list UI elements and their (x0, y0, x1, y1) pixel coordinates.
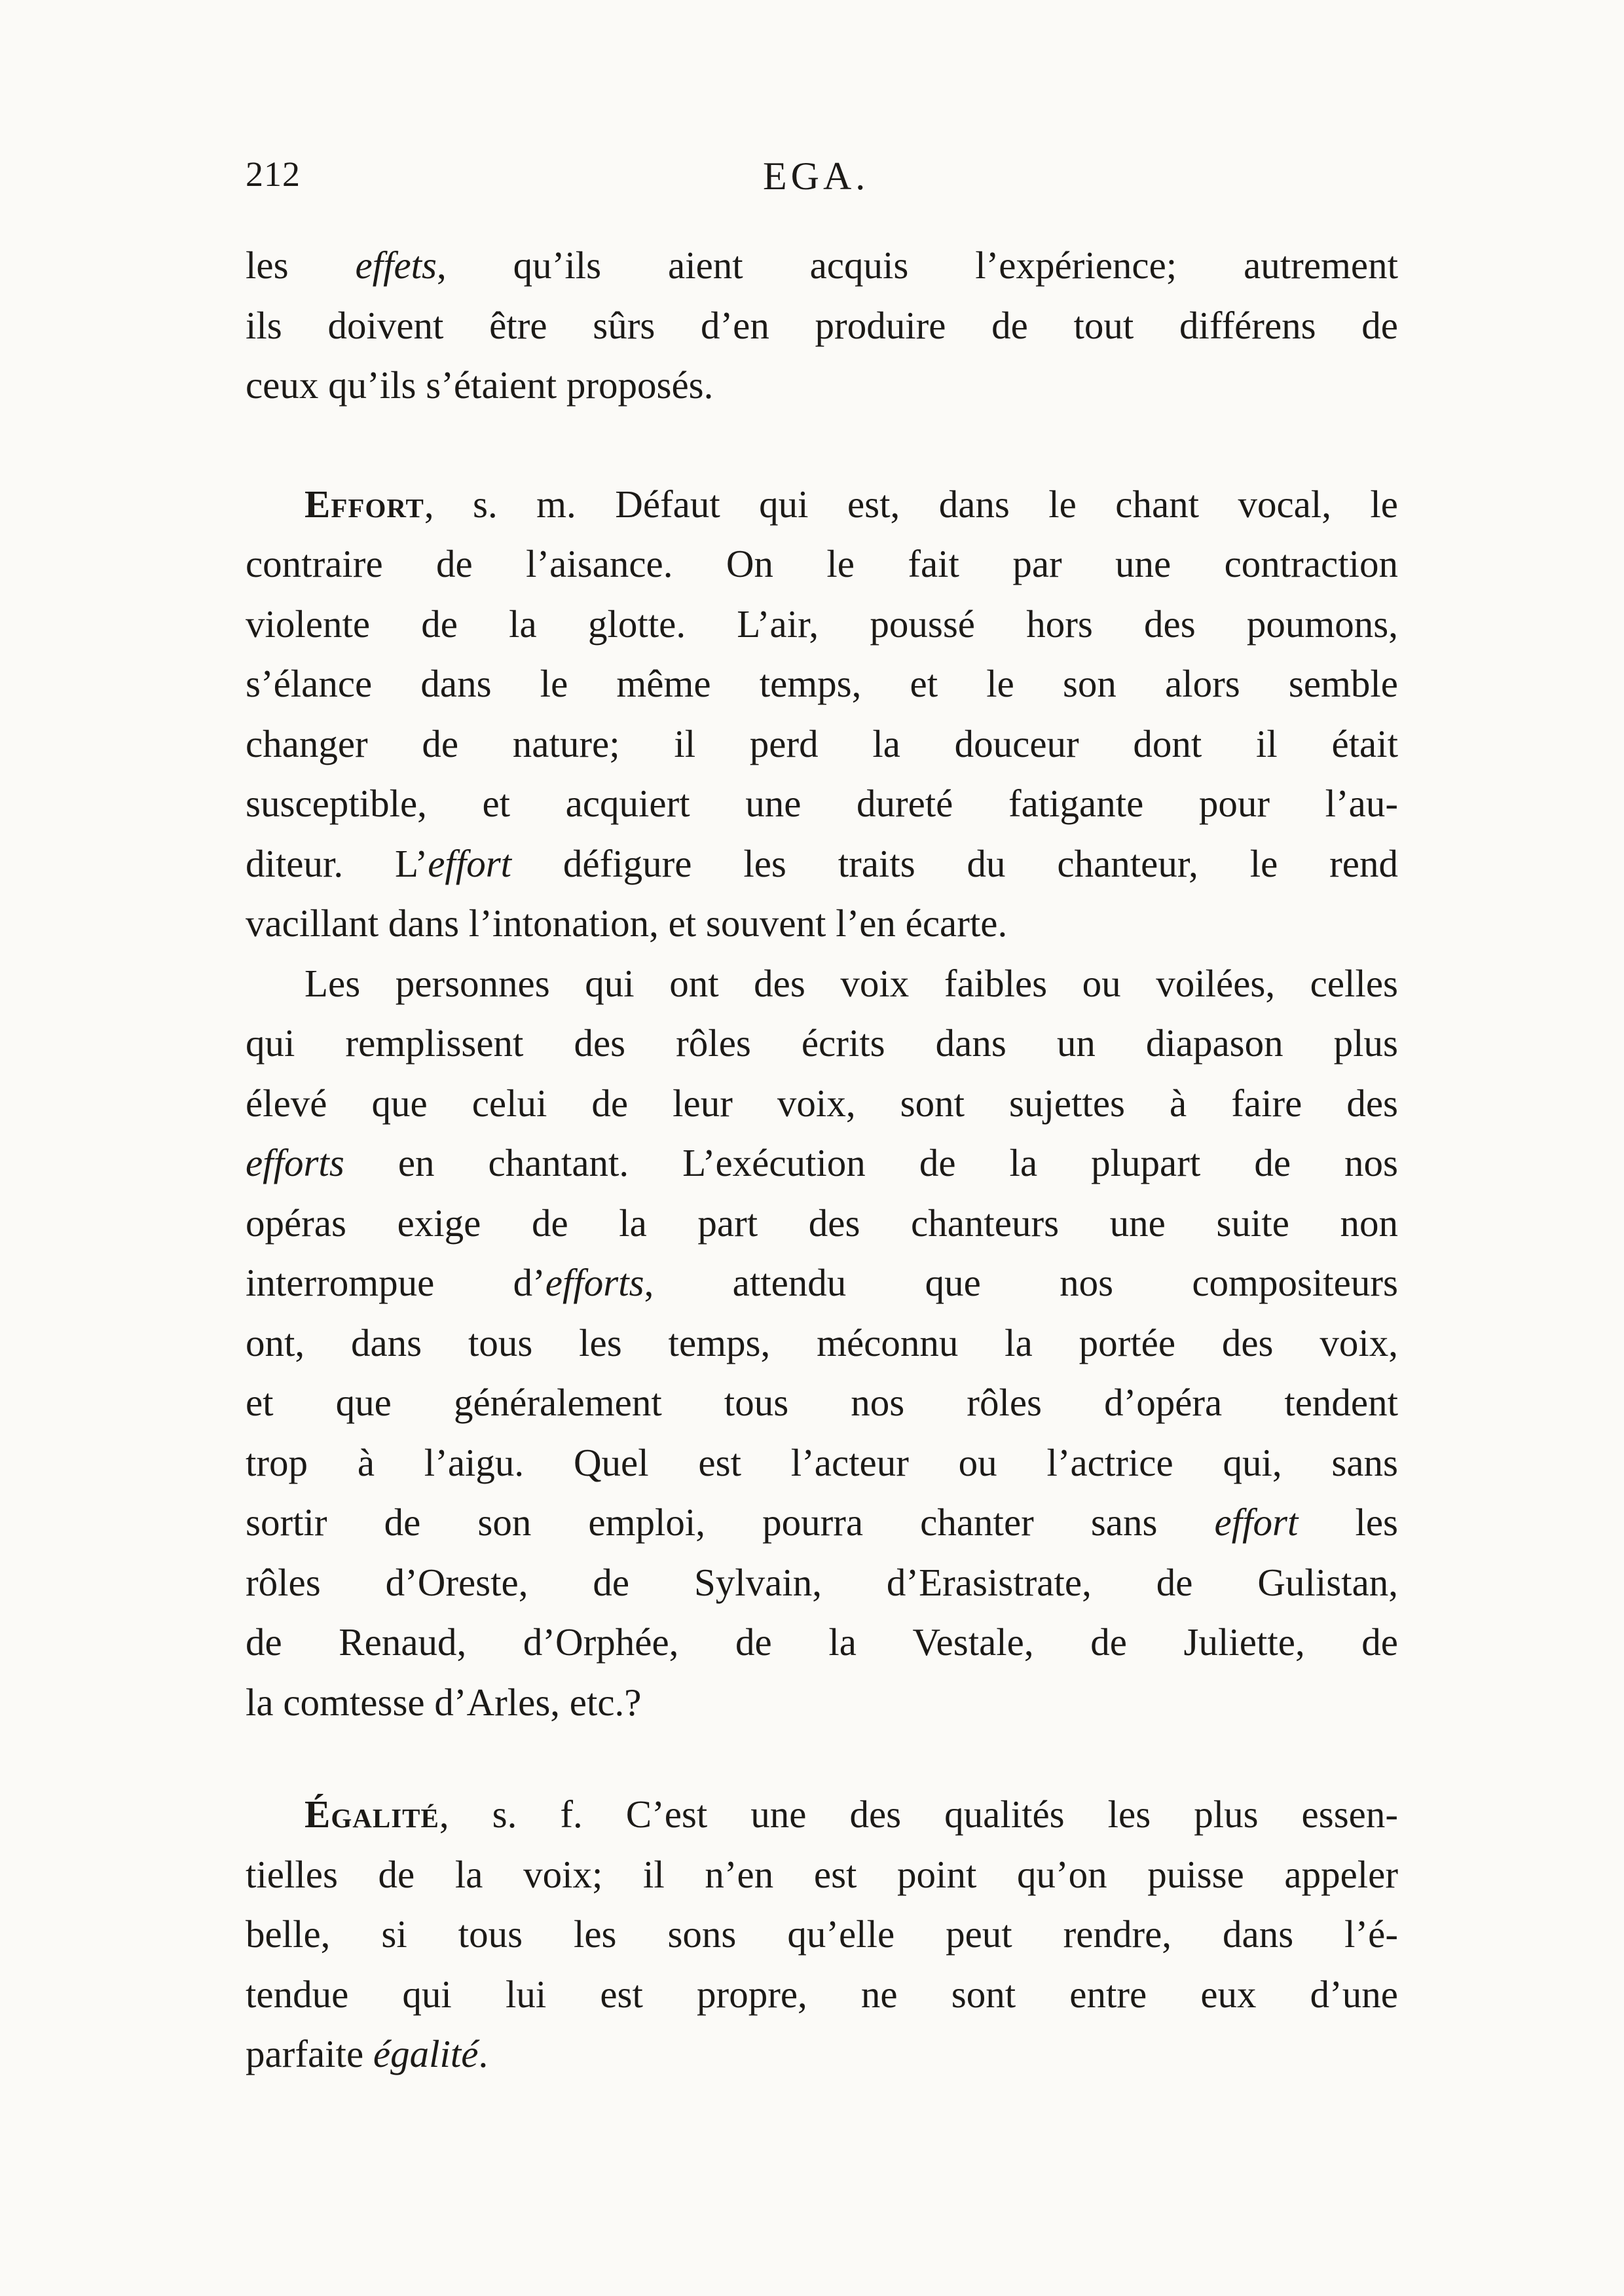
page-header (246, 154, 1392, 206)
text-line: Effort, s. m. Défaut qui est, dans le chant vocal, le (304, 482, 1398, 526)
text-line: élevé que celui de leur voix, sont sujettes à faire des (246, 1081, 1398, 1125)
italic-term: égalité (373, 2032, 479, 2075)
paragraph-continuation (246, 236, 1398, 416)
headword-effort: Effort (304, 482, 424, 526)
text-line: rôles d’Oreste, de Sylvain, d’Erasistrate, de Gulistan, (246, 1560, 1398, 1604)
running-head: EGA. (763, 155, 870, 198)
text-line: vacillant dans l’intonation, et souvent l’en écarte. (246, 902, 1008, 945)
italic-term: effets (355, 244, 437, 287)
text-line: Égalité, s. f. C’est une des qualités les plus essen- (304, 1793, 1398, 1836)
page-number: 212 (246, 155, 301, 194)
text-line: efforts en chantant. L’exécution de la plupart de nos (246, 1141, 1398, 1184)
paragraph-spacer (246, 416, 1398, 475)
paragraph-spacer (246, 1732, 1398, 1785)
text-line: changer de nature; il perd la douceur dont il était (246, 721, 1398, 765)
text-line: ceux qu’ils s’étaient proposés. (246, 363, 714, 407)
text-line: tendue qui lui est propre, ne sont entre eux d’une (246, 1972, 1398, 2016)
text-line: la comtesse d’Arles, etc.? (246, 1680, 642, 1724)
text-line: contraire de l’aisance. On le fait par une contraction (246, 542, 1398, 585)
body-text (246, 236, 1398, 2085)
text-line: interrompue d’efforts, attendu que nos compositeurs (246, 1261, 1398, 1304)
italic-term: effort (1214, 1501, 1299, 1544)
italic-term: effort (428, 841, 512, 885)
entry-egalite (246, 1785, 1398, 2085)
paragraph-effort-continued (246, 954, 1398, 1733)
headword-egalite: Égalité (304, 1793, 439, 1836)
text-line: susceptible, et acquiert une dureté fatigante pour l’au- (246, 782, 1398, 825)
text-line: trop à l’aigu. Quel est l’acteur ou l’actrice qui, sans (246, 1440, 1398, 1484)
italic-term: efforts (545, 1261, 644, 1304)
text-line: tielles de la voix; il n’en est point qu’on puisse appeler (246, 1852, 1398, 1896)
text-line: diteur. L’effort défigure les traits du chanteur, le rend (246, 841, 1398, 885)
text-line: de Renaud, d’Orphée, de la Vestale, de Juliette, de (246, 1620, 1398, 1664)
text-line: belle, si tous les sons qu’elle peut rendre, dans l’é- (246, 1912, 1398, 1956)
text-line: s’élance dans le même temps, et le son alors semble (246, 662, 1398, 705)
text-line: Les personnes qui ont des voix faibles ou voilées, celles (304, 961, 1398, 1005)
entry-effort (246, 475, 1398, 954)
text-line: sortir de son emploi, pourra chanter sans effort les (246, 1501, 1398, 1544)
text-line: ils doivent être sûrs d’en produire de tout différens de (246, 303, 1398, 347)
text-line: les effets, qu’ils aient acquis l’expérience; autrement (246, 244, 1398, 287)
text-line: qui remplissent des rôles écrits dans un diapason plus (246, 1021, 1398, 1065)
text-line: opéras exige de la part des chanteurs une suite non (246, 1201, 1398, 1245)
text-line: ont, dans tous les temps, méconnu la portée des voix, (246, 1321, 1398, 1364)
text-line: et que généralement tous nos rôles d’opéra tendent (246, 1381, 1398, 1424)
italic-term: efforts (246, 1141, 344, 1184)
text-line: violente de la glotte. L’air, poussé hors des poumons, (246, 602, 1398, 646)
text-line: parfaite égalité. (246, 2032, 489, 2075)
